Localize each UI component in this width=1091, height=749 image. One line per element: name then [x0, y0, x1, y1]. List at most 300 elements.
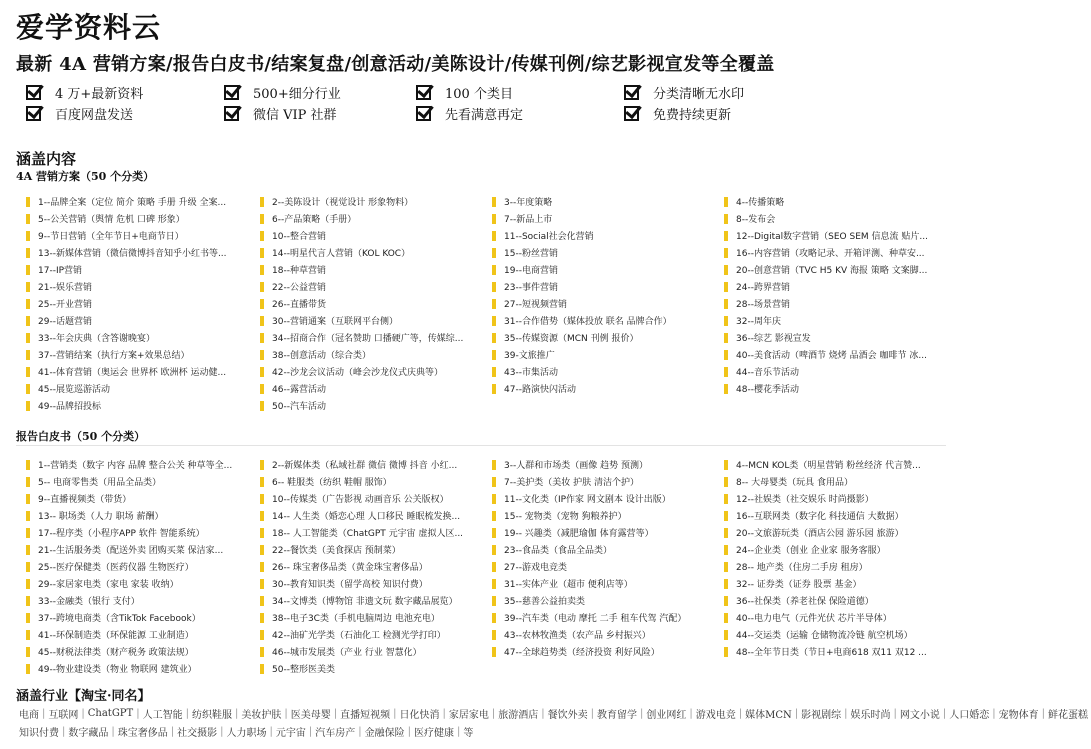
bullet-bar-icon — [26, 299, 30, 309]
bullet-bar-icon — [724, 282, 728, 292]
bullet-bar-icon — [26, 316, 30, 326]
bullet-bar-icon — [724, 596, 728, 606]
bullet-bar-icon — [26, 647, 30, 657]
category-item — [492, 278, 720, 295]
separator: | — [333, 707, 338, 719]
separator: | — [794, 707, 799, 719]
industry-tag: 社交摄影 — [177, 727, 218, 739]
bullet-bar-icon — [260, 401, 264, 411]
separator: | — [284, 707, 288, 719]
category-label: 5--公关营销（舆情 危机 口碑 形象） — [38, 215, 185, 225]
category-label: 34--文博类（博物馆 非遗文玩 数字藏品展览） — [272, 597, 458, 607]
industry-tag: 珠宝奢侈品 — [117, 727, 168, 739]
category-item — [26, 380, 254, 397]
category-label: 22--餐饮类（美食探店 预制菜） — [272, 546, 401, 556]
feature-label: 百度网盘发送 — [55, 107, 134, 123]
category-label: 33--金融类（银行 支付） — [38, 597, 140, 607]
feature-label: 分类清晰无水印 — [653, 86, 745, 102]
category-label: 50--汽车活动 — [272, 402, 326, 412]
category-item — [26, 227, 254, 244]
bullet-bar-icon — [260, 248, 264, 258]
bullet-bar-icon — [492, 460, 496, 470]
feature-label: 4 万+最新资料 — [55, 86, 144, 102]
category-label: 26-- 珠宝奢侈品类（黄金珠宝奢侈品） — [272, 563, 428, 573]
category-item — [260, 541, 488, 558]
category-item — [724, 473, 952, 490]
category-item — [26, 524, 254, 541]
category-item — [26, 660, 254, 677]
bullet-bar-icon — [260, 316, 264, 326]
category-label: 7--美护类（美妆 护肤 清洁个护） — [504, 478, 639, 488]
bullet-bar-icon — [724, 647, 728, 657]
industry-tag: 金融保险 — [364, 727, 405, 739]
separator: | — [111, 725, 115, 737]
bullet-bar-icon — [492, 367, 496, 377]
category-item — [26, 278, 254, 295]
bullet-bar-icon — [492, 231, 496, 241]
separator: | — [358, 725, 362, 737]
industry-tag: 数字藏品 — [68, 727, 109, 739]
industry-tag: ChatGPT — [87, 707, 134, 719]
industry-tag: 纺织鞋服 — [191, 709, 232, 721]
industries-row-1 — [16, 704, 1088, 722]
category-label: 2--新媒体类（私域社群 微信 微博 抖音 小红... — [272, 461, 458, 471]
category-label: 43--农林牧渔类（农产品 乡村振兴） — [504, 631, 651, 641]
category-item — [492, 524, 720, 541]
category-item — [260, 558, 488, 575]
industries-list — [16, 704, 1088, 740]
separator: | — [81, 707, 85, 719]
industry-tag: 医美母婴 — [290, 709, 331, 721]
category-label: 29--话题营销 — [38, 317, 92, 327]
category-item — [26, 456, 254, 473]
separator: | — [844, 707, 848, 719]
reports-heading: 报告白皮书（50 个分类） — [16, 430, 146, 443]
category-label: 49--物业建设类（物业 物联网 建筑业） — [38, 665, 197, 675]
separator: | — [170, 725, 175, 737]
bullet-bar-icon — [26, 613, 30, 623]
feature-item — [26, 103, 133, 123]
category-item — [26, 329, 254, 346]
category-item — [26, 312, 254, 329]
category-item — [26, 609, 254, 626]
category-item — [724, 227, 952, 244]
category-label: 48--全年节日类（节日+电商618 双11 双12 ... — [736, 648, 927, 658]
category-label: 45--展览巡游活动 — [38, 385, 110, 395]
bullet-bar-icon — [724, 384, 728, 394]
industry-tag: 旅游酒店 — [498, 709, 539, 721]
category-label: 15--粉丝营销 — [504, 249, 558, 259]
category-item — [260, 193, 488, 210]
bullet-bar-icon — [260, 528, 264, 538]
bullet-bar-icon — [724, 528, 728, 538]
checkbox-checked-icon — [624, 85, 639, 100]
separator: | — [220, 725, 224, 737]
bullet-bar-icon — [26, 630, 30, 640]
industry-tag: 医疗健康 — [414, 727, 454, 739]
bullet-bar-icon — [724, 630, 728, 640]
category-item — [260, 456, 488, 473]
category-item — [492, 609, 720, 626]
category-label: 13-- 职场类（人力 职场 薪酬） — [38, 512, 164, 522]
industry-tag: 影视剧综 — [801, 709, 842, 721]
category-item — [26, 558, 254, 575]
bullet-bar-icon — [26, 545, 30, 555]
category-label: 32--周年庆 — [736, 317, 781, 327]
category-label: 37--营销结案（执行方案+效果总结） — [38, 351, 190, 361]
bullet-bar-icon — [492, 265, 496, 275]
category-label: 47--路演快闪活动 — [504, 385, 576, 395]
category-label: 45--财税法律类（财产税务 政策法规） — [38, 648, 194, 658]
category-label: 36--社保类（养老社保 保险道德） — [736, 597, 874, 607]
bullet-bar-icon — [724, 562, 728, 572]
category-item — [492, 490, 720, 507]
separator: | — [942, 707, 947, 719]
bullet-bar-icon — [492, 596, 496, 606]
category-item — [492, 346, 720, 363]
bullet-bar-icon — [724, 494, 728, 504]
bullet-bar-icon — [724, 579, 728, 589]
category-label: 19-- 兴趣类（减肥瑜伽 体育露营等） — [504, 529, 654, 539]
bullet-bar-icon — [724, 367, 728, 377]
category-label: 17--程序类（小程序APP 软件 智能系统） — [38, 529, 205, 539]
page-title: 爱学资料云 — [16, 11, 162, 44]
category-item — [724, 380, 952, 397]
category-item — [260, 278, 488, 295]
feature-label: 500+细分行业 — [253, 86, 341, 102]
bullet-bar-icon — [492, 647, 496, 657]
bullet-bar-icon — [492, 511, 496, 521]
category-item — [26, 473, 254, 490]
category-label: 10--整合营销 — [272, 232, 326, 242]
category-item — [724, 244, 952, 261]
category-item — [26, 575, 254, 592]
category-item — [260, 312, 488, 329]
bullet-bar-icon — [492, 477, 496, 487]
bullet-bar-icon — [724, 214, 728, 224]
category-item — [26, 193, 254, 210]
category-label: 21--生活服务类（配送外卖 团购买菜 保洁家... — [38, 546, 224, 556]
category-item — [492, 558, 720, 575]
bullet-bar-icon — [260, 664, 264, 674]
bullet-bar-icon — [492, 494, 496, 504]
category-label: 20--文旅游玩类（酒店公园 游乐园 旅游） — [736, 529, 904, 539]
category-item — [260, 210, 488, 227]
category-item — [492, 456, 720, 473]
category-label: 19--电商营销 — [504, 266, 558, 276]
category-label: 16--互联网类（数字化 科技通信 大数据） — [736, 512, 904, 522]
category-label: 34--招商合作（冠名赞助 口播硬广等，传媒综... — [272, 334, 464, 344]
category-item — [260, 575, 488, 592]
category-label: 27--游戏电竞类 — [504, 563, 567, 573]
bullet-bar-icon — [26, 511, 30, 521]
category-item — [724, 524, 952, 541]
category-label: 11--文化类（IP作家 网文剧本 设计出版） — [504, 495, 671, 505]
separator: | — [689, 707, 693, 719]
category-item — [724, 363, 952, 380]
separator: | — [185, 707, 189, 719]
bullet-bar-icon — [26, 384, 30, 394]
bullet-bar-icon — [724, 231, 728, 241]
separator: | — [442, 707, 446, 719]
bullet-bar-icon — [724, 316, 728, 326]
bullet-bar-icon — [26, 333, 30, 343]
checkbox-checked-icon — [224, 85, 239, 100]
bullet-bar-icon — [724, 477, 728, 487]
category-label: 11--Social社会化营销 — [504, 232, 594, 242]
bullet-bar-icon — [260, 265, 264, 275]
category-item — [492, 244, 720, 261]
bullet-bar-icon — [724, 613, 728, 623]
bullet-bar-icon — [724, 248, 728, 258]
category-item — [260, 609, 488, 626]
separator: | — [738, 707, 743, 719]
separator: | — [234, 707, 239, 719]
category-item — [260, 524, 488, 541]
category-item — [260, 295, 488, 312]
feature-label: 先看满意再定 — [445, 107, 524, 123]
bullet-bar-icon — [26, 562, 30, 572]
bullet-bar-icon — [26, 214, 30, 224]
checkbox-checked-icon — [624, 106, 639, 121]
category-item — [26, 295, 254, 312]
bullet-bar-icon — [26, 460, 30, 470]
category-item — [492, 626, 720, 643]
separator: | — [639, 707, 644, 719]
category-label: 36--综艺 影视宣发 — [736, 334, 811, 344]
category-label: 49--品牌招投标 — [38, 402, 101, 412]
category-label: 25--医疗保健类（医药仪器 生物医疗） — [38, 563, 194, 573]
category-item — [724, 507, 952, 524]
feature-item — [624, 82, 744, 102]
category-item — [724, 626, 952, 643]
bullet-bar-icon — [26, 494, 30, 504]
category-item — [492, 507, 720, 524]
category-label: 46--城市发展类（产业 行业 智慧化） — [272, 648, 422, 658]
category-label: 9--直播视频类（带货） — [38, 495, 132, 505]
category-label: 40--电力电气（元件光伏 芯片半导体） — [736, 614, 892, 624]
category-label: 29--家居家电类（家电 家装 收纳） — [38, 580, 179, 590]
separator: | — [893, 707, 897, 719]
category-item — [724, 346, 952, 363]
category-label: 32-- 证券类（证券 股票 基金） — [736, 580, 862, 590]
industry-tag: 人口婚恋 — [949, 709, 990, 721]
category-item — [260, 329, 488, 346]
category-label: 38--创意活动（综合类） — [272, 351, 371, 361]
category-label: 14-- 人生类（婚恋心理 人口移民 睡眠梳发换... — [272, 512, 461, 522]
bullet-bar-icon — [492, 384, 496, 394]
category-label: 37--跨境电商类（含TikTok Facebook） — [38, 614, 201, 624]
category-label: 47--全球趋势类（经济投资 利好风险） — [504, 648, 660, 658]
category-label: 8-- 大母婴类（玩具 食用品） — [736, 478, 853, 488]
category-item — [26, 363, 254, 380]
bullet-bar-icon — [260, 511, 264, 521]
category-item — [724, 643, 952, 660]
category-item — [260, 490, 488, 507]
category-item — [260, 397, 488, 414]
category-item — [492, 312, 720, 329]
category-item — [724, 575, 952, 592]
industry-tag: 游戏电竞 — [695, 709, 736, 721]
category-label: 25--开业营销 — [38, 300, 92, 310]
category-item — [260, 592, 488, 609]
category-label: 17--IP营销 — [38, 266, 83, 276]
bullet-bar-icon — [492, 545, 496, 555]
bullet-bar-icon — [724, 265, 728, 275]
category-label: 43--市集活动 — [504, 368, 558, 378]
category-label: 1--营销类（数字 内容 品牌 整合公关 种草等全... — [38, 461, 233, 471]
bullet-bar-icon — [492, 333, 496, 343]
category-label: 18--种草营销 — [272, 266, 326, 276]
bullet-bar-icon — [492, 299, 496, 309]
category-label: 44--音乐节活动 — [736, 368, 799, 378]
checkbox-checked-icon — [26, 85, 41, 100]
category-item — [492, 227, 720, 244]
category-item — [260, 227, 488, 244]
bullet-bar-icon — [260, 477, 264, 487]
category-item — [724, 278, 952, 295]
bullet-bar-icon — [260, 613, 264, 623]
category-item — [724, 490, 952, 507]
category-item — [26, 626, 254, 643]
bullet-bar-icon — [260, 494, 264, 504]
category-label: 12--Digital数字营销（SEO SEM 信息流 贴片... — [736, 232, 928, 242]
category-label: 50--整形医美类 — [272, 665, 335, 675]
category-item — [724, 592, 952, 609]
coverage-heading: 涵盖内容 — [16, 150, 77, 168]
bullet-bar-icon — [260, 350, 264, 360]
industry-tag: 家居家电 — [448, 709, 489, 721]
category-label: 2--美陈设计（视觉设计 形象物料） — [272, 198, 414, 208]
bullet-bar-icon — [26, 367, 30, 377]
bullet-bar-icon — [260, 562, 264, 572]
category-label: 44--交运类（运输 仓储物流冷链 航空机场） — [736, 631, 913, 641]
bullet-bar-icon — [26, 197, 30, 207]
category-item — [724, 261, 952, 278]
industry-tag: 网文小说 — [899, 709, 940, 721]
industry-tag: 人工智能 — [142, 709, 183, 721]
category-label: 39-文旅推广 — [504, 351, 555, 361]
industry-tag: 互联网 — [48, 709, 79, 721]
category-item — [492, 295, 720, 312]
category-item — [492, 575, 720, 592]
industry-tag: 电商 — [19, 709, 39, 721]
separator: | — [541, 707, 545, 719]
bullet-bar-icon — [26, 477, 30, 487]
bullet-bar-icon — [260, 282, 264, 292]
bullet-bar-icon — [260, 214, 264, 224]
category-label: 46--露营活动 — [272, 385, 326, 395]
category-item — [260, 643, 488, 660]
bullet-bar-icon — [26, 664, 30, 674]
bullet-bar-icon — [492, 613, 496, 623]
category-label: 35--慈善公益拍卖类 — [504, 597, 585, 607]
separator: | — [1041, 707, 1045, 719]
bullet-bar-icon — [492, 197, 496, 207]
category-label: 31--实体产业（超市 便利店等） — [504, 580, 633, 590]
bullet-bar-icon — [260, 299, 264, 309]
category-item — [260, 473, 488, 490]
marketing-heading: 4A 营销方案（50 个分类） — [16, 170, 155, 183]
bullet-bar-icon — [260, 367, 264, 377]
checkbox-checked-icon — [26, 106, 41, 121]
category-label: 22--公益营销 — [272, 283, 326, 293]
bullet-bar-icon — [724, 350, 728, 360]
industry-tag: 娱乐时尚 — [850, 709, 891, 721]
feature-item — [26, 82, 143, 102]
industry-tag: 直播短视频 — [340, 709, 391, 721]
category-label: 9--节日营销（全年节日+电商节日） — [38, 232, 184, 242]
category-label: 26--直播带货 — [272, 300, 326, 310]
bullet-bar-icon — [492, 528, 496, 538]
feature-label: 100 个类目 — [445, 86, 513, 102]
category-item — [26, 507, 254, 524]
separator: | — [457, 725, 461, 737]
category-label: 48--樱花季活动 — [736, 385, 799, 395]
category-item — [724, 210, 952, 227]
bullet-bar-icon — [260, 231, 264, 241]
feature-item — [416, 103, 523, 123]
category-label: 35--传媒资源（MCN 刊例 报价） — [504, 334, 639, 344]
separator: | — [269, 725, 273, 737]
category-label: 31--合作借势（媒体投放 联名 品牌合作） — [504, 317, 672, 327]
industry-tag: 知识付费 — [19, 727, 59, 739]
bullet-bar-icon — [260, 197, 264, 207]
category-label: 5-- 电商零售类（用品全品类） — [38, 478, 162, 488]
bullet-bar-icon — [260, 384, 264, 394]
category-item — [260, 626, 488, 643]
category-item — [26, 592, 254, 609]
category-item — [26, 210, 254, 227]
category-label: 40--美食活动（啤酒节 烧烤 品酒会 咖啡节 冰... — [736, 351, 927, 361]
bullet-bar-icon — [724, 299, 728, 309]
checkbox-checked-icon — [416, 85, 431, 100]
category-label: 6-- 鞋服类（纺织 鞋帽 服饰） — [272, 478, 392, 488]
feature-item — [624, 103, 731, 123]
category-label: 42--沙龙会议活动（峰会沙龙仪式庆典等） — [272, 368, 443, 378]
industry-tag: 日化快消 — [399, 709, 440, 721]
category-label: 4--MCN KOL类（明星营销 粉丝经济 代言赞... — [736, 461, 921, 471]
category-item — [724, 193, 952, 210]
separator: | — [491, 707, 496, 719]
separator: | — [42, 707, 46, 719]
bullet-bar-icon — [26, 350, 30, 360]
bullet-bar-icon — [26, 231, 30, 241]
category-label: 6--产品策略（手册） — [272, 215, 357, 225]
category-label: 10--传媒类（广告影视 动画音乐 公关版权） — [272, 495, 449, 505]
category-item — [492, 210, 720, 227]
bullet-bar-icon — [724, 460, 728, 470]
category-item — [724, 609, 952, 626]
bullet-bar-icon — [26, 401, 30, 411]
industry-tag: 鲜花蛋糕 — [1047, 709, 1088, 721]
category-item — [724, 558, 952, 575]
category-label: 16--内容营销（攻略记录、开箱评测、种草安... — [736, 249, 925, 259]
industries-heading: 涵盖行业【淘宝·同名】 — [16, 689, 151, 704]
industry-tag: 宠物体育 — [998, 709, 1039, 721]
page-subtitle: 最新 4A 营销方案/报告白皮书/结案复盘/创意活动/美陈设计/传媒刊例/综艺影视宣发等全覆盖 — [16, 54, 775, 75]
category-label: 27--短视频营销 — [504, 300, 567, 310]
checkbox-checked-icon — [416, 106, 431, 121]
category-item — [492, 473, 720, 490]
category-label: 24--企业类（创业 企业家 服务客服） — [736, 546, 886, 556]
category-label: 21--娱乐营销 — [38, 283, 92, 293]
category-label: 30--教育知识类（留学高校 知识付费） — [272, 580, 428, 590]
category-label: 28--场景营销 — [736, 300, 790, 310]
category-item — [260, 261, 488, 278]
bullet-bar-icon — [492, 630, 496, 640]
category-label: 24--跨界营销 — [736, 283, 790, 293]
